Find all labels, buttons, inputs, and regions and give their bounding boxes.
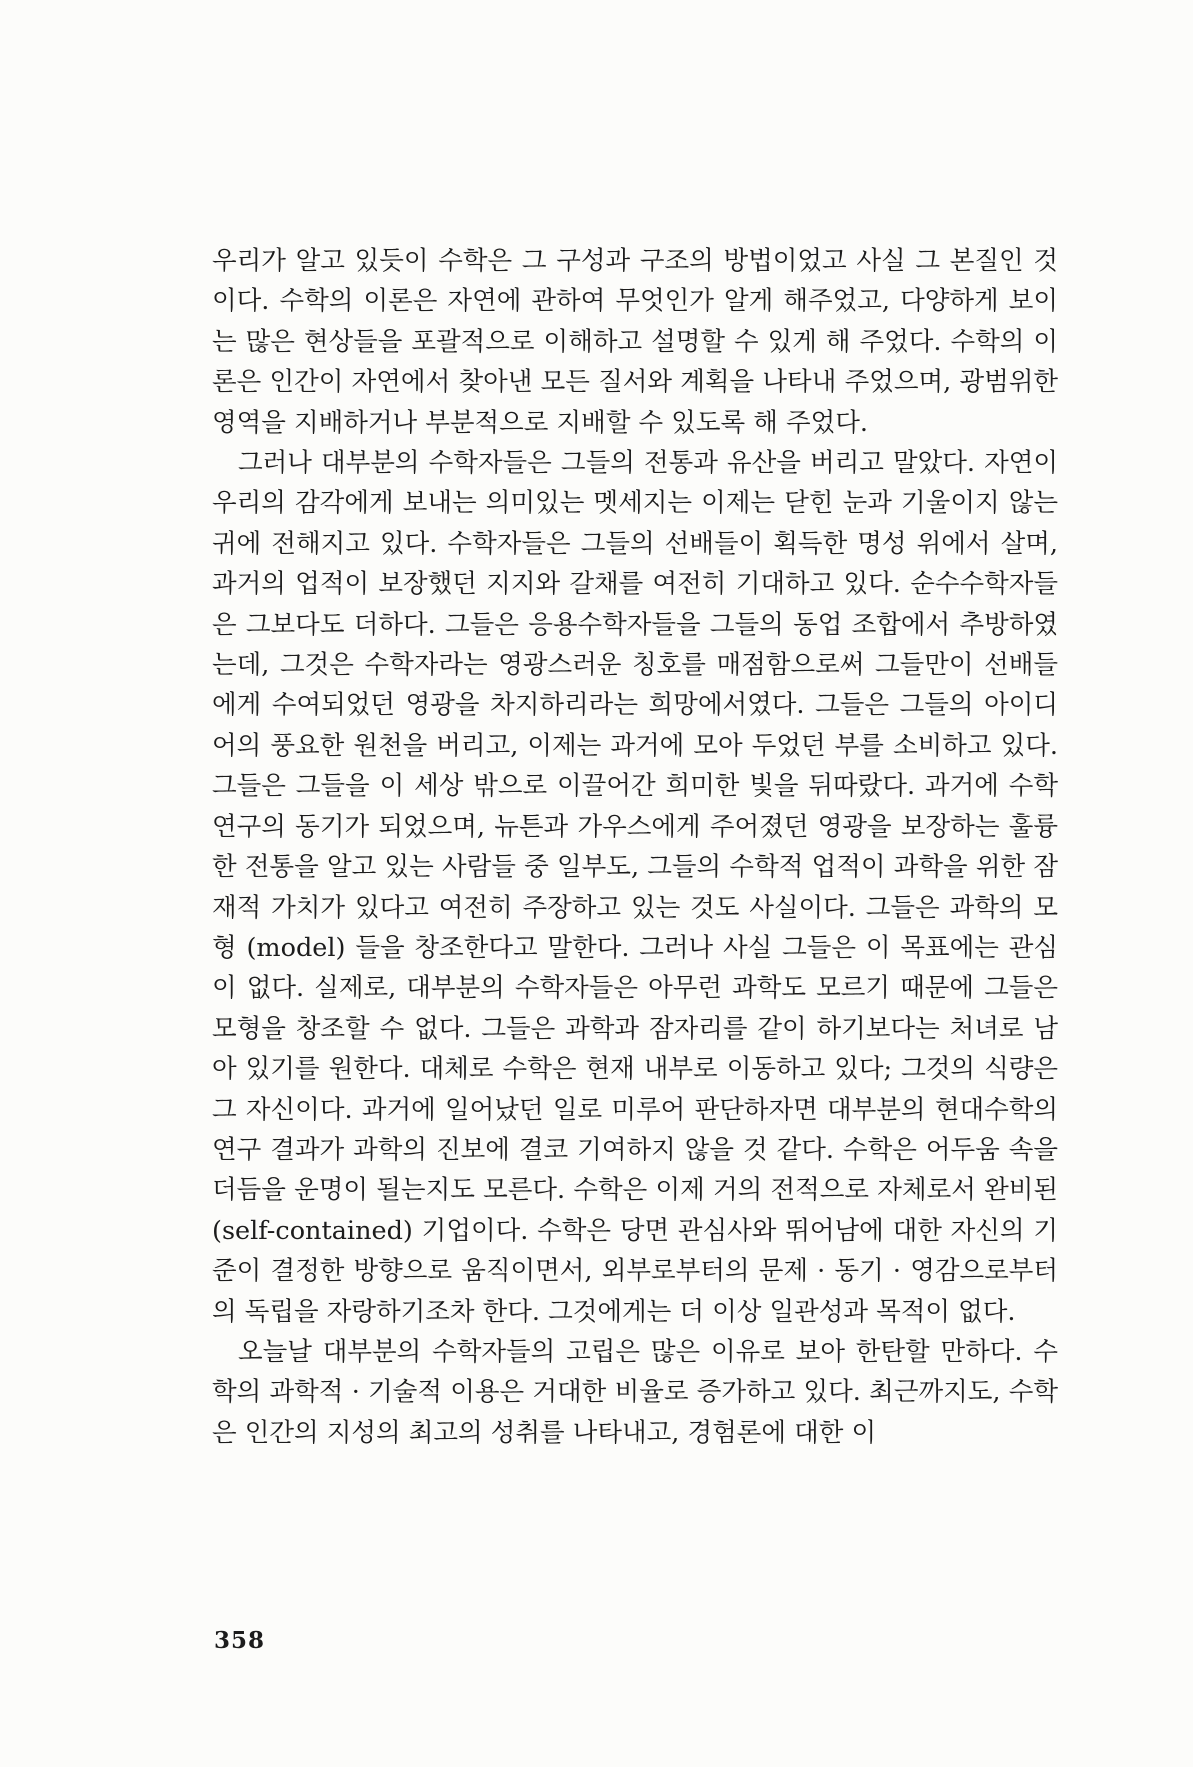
- page-number: 358: [214, 1627, 266, 1654]
- paragraph-2: 그러나 대부분의 수학자들은 그들의 전통과 유산을 버리고 말았다. 자연이 우리의 감각에게 보내는 의미있는 멧세지는 이제는 닫힌 눈과 기울이지 않는 귀에 전해지고 있다. 수학자들은 그들의 선배들이 획득한 명성 위에서 살며, 과거의 업적이 보장했던 지지와 갈채를 여전히 기대하고 있다. 순수수학자들은 그보다도 더하다. 그들은 응용수학자들을 그들의 동업 조합에서 추방하였는데, 그것은 수학자라는 영광스러운 칭호를 매점함으로써 그들만이 선배들에게 수여되었던 영광을 차지하리라는 희망에서였다. 그들은 그들의 아이디어의 풍요한 원천을 버리고, 이제는 과거에 모아 두었던 부를 소비하고 있다. 그들은 그들을 이 세상 밖으로 이끌어간 희미한 빛을 뒤따랐다. 과거에 수학 연구의 동기가 되었으며, 뉴튼과 가우스에게 주어졌던 영광을 보장하는 훌륭한 전통을 알고 있는 사람들 중 일부도, 그들의 수학적 업적이 과학을 위한 잠재적 가치가 있다고 여전히 주장하고 있는 것도 사실이다. 그들은 과학의 모형 (model) 들을 창조한다고 말한다. 그러나 사실 그들은 이 목표에는 관심이 없다. 실제로, 대부분의 수학자들은 아무런 과학도 모르기 때문에 그들은 모형을 창조할 수 없다. 그들은 과학과 잠자리를 같이 하기보다는 처녀로 남아 있기를 원한다. 대체로 수학은 현재 내부로 이동하고 있다; 그것의 식량은 그 자신이다. 과거에 일어났던 일로 미루어 판단하자면 대부분의 현대수학의 연구 결과가 과학의 진보에 결코 기여하지 않을 것 같다. 수학은 어두움 속을 더듬을 운명이 될는지도 모른다. 수학은 이제 거의 전적으로 자체로서 완비된(self-contained) 기업이다. 수학은 당면 관심사와 뛰어남에 대한 자신의 기준이 결정한 방향으로 움직이면서, 외부로부터의 문제 · 동기 · 영감으로부터의 독립을 자랑하기조차 한다. 그것에게는 더 이상 일관성과 목적이 없다.: [212, 448, 1058, 1327]
- paragraph-1: 우리가 알고 있듯이 수학은 그 구성과 구조의 방법이었고 사실 그 본질인 것이다. 수학의 이론은 자연에 관하여 무엇인가 알게 해주었고, 다양하게 보이는 많은 현상들을 포괄적으로 이해하고 설명할 수 있게 해 주었다. 수학의 이론은 인간이 자연에서 찾아낸 모든 질서와 계획을 나타내 주었으며, 광범위한 영역을 지배하거나 부분적으로 지배할 수 있도록 해 주었다.: [212, 246, 1058, 438]
- body-text: [212, 241, 1058, 1453]
- paragraph-3: 오늘날 대부분의 수학자들의 고립은 많은 이유로 보아 한탄할 만하다. 수학의 과학적 · 기술적 이용은 거대한 비율로 증가하고 있다. 최근까지도, 수학은 인간의 지성의 최고의 성취를 나타내고, 경험론에 대한 이: [212, 1336, 1058, 1448]
